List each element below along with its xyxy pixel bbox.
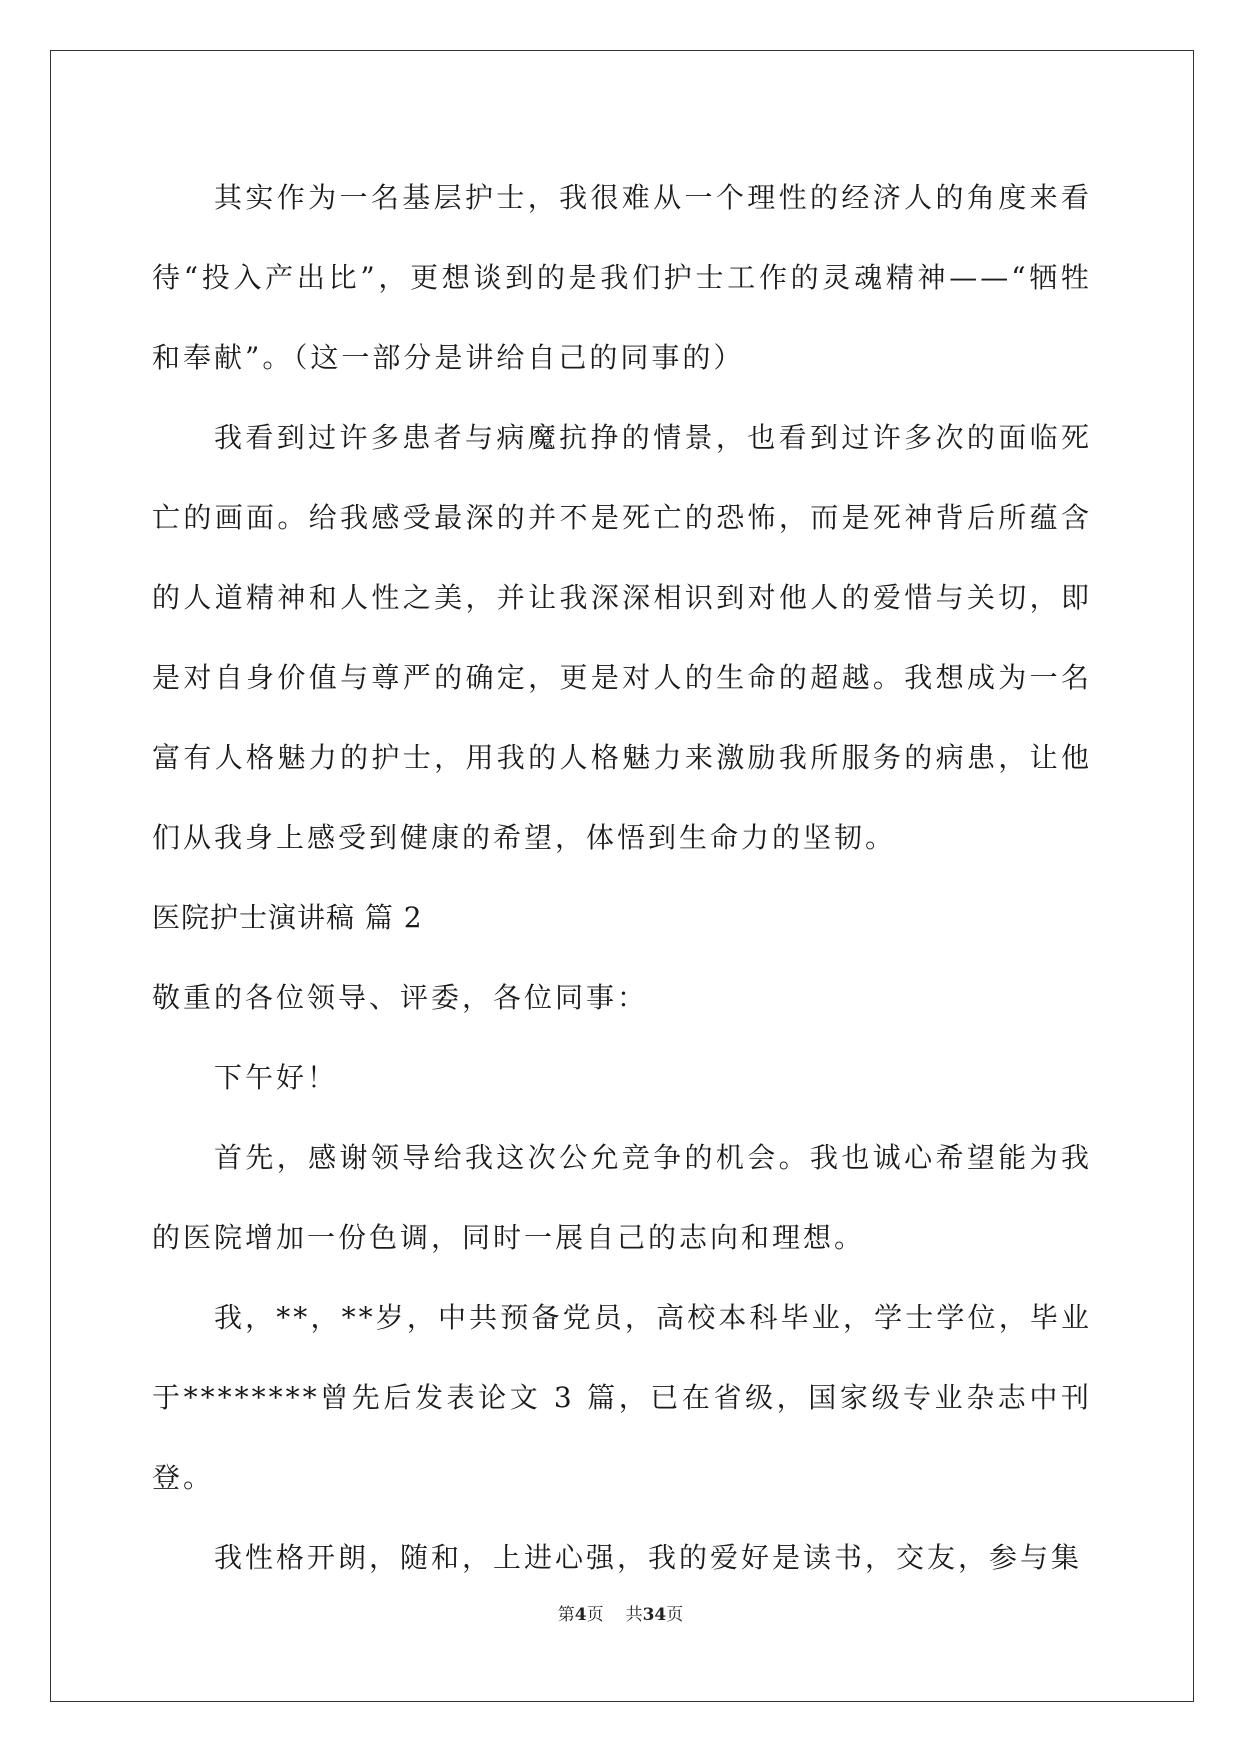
- paragraph-patients: 我看到过许多患者与病魔抗挣的情景，也看到过许多次的面临死亡的画面。给我感受最深的并不是死亡的恐怖，而是死神背后所蕴含的人道精神和人性之美，并让我深深相识到对他人的爱惜与关切，即是对自身价值与尊严的确定，更是对人的生命的超越。我想成为一名富有人格魅力的护士，用我的人格魅力来激励我所服务的病患，让他们从我身上感受到健康的希望，体悟到生命力的坚韧。: [152, 421, 1092, 854]
- salutation: 敬重的各位领导、评委，各位同事：: [152, 981, 649, 1014]
- paragraph-personality: 我性格开朗，随和，上进心强，我的爱好是读书，交友，参与集: [214, 1541, 1083, 1574]
- page-word: 页: [586, 1605, 604, 1625]
- total-word: 页: [666, 1605, 684, 1625]
- total-prefix: 共: [625, 1605, 643, 1625]
- page-footer: [0, 1600, 1241, 1625]
- paragraph-sacrifice: 其实作为一名基层护士，我很难从一个理性的经济人的角度来看待“投入产出比”，更想谈到的是我们护士工作的灵魂精神——“牺牲和奉献”。（这一部分是讲给自己的同事的）: [152, 181, 1092, 374]
- section-heading: 医院护士演讲稿 篇 2: [152, 901, 423, 934]
- paragraph-intro: 我，**，**岁，中共预备党员，高校本科毕业，学士学位，毕业于********曾先后发表论文 3 篇，已在省级，国家级专业杂志中刊登。: [152, 1301, 1092, 1494]
- paragraph-thanks: 首先，感谢领导给我这次公允竞争的机会。我也诚心希望能为我的医院增加一份色调，同时一展自己的志向和理想。: [152, 1141, 1092, 1254]
- total-pages-number: 34: [642, 1605, 667, 1625]
- current-page-number: 4: [574, 1605, 587, 1625]
- greeting: 下午好！: [214, 1061, 339, 1094]
- document-body: [152, 158, 1092, 1598]
- page-prefix: 第: [557, 1605, 575, 1625]
